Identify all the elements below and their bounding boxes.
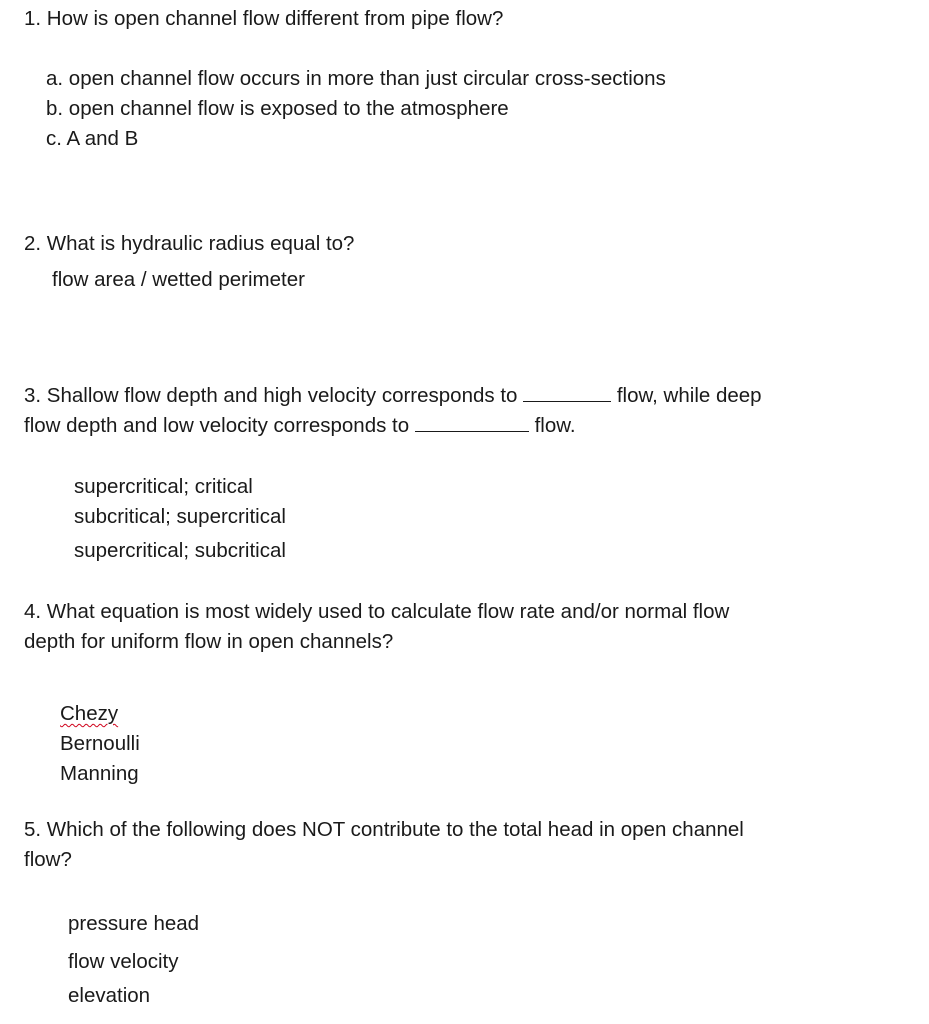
question-3-option-3[interactable]: supercritical; subcritical bbox=[74, 539, 286, 562]
question-3-option-1[interactable]: supercritical; critical bbox=[74, 475, 253, 498]
question-3-option-2[interactable]: subcritical; supercritical bbox=[74, 505, 286, 528]
question-1-prompt: 1. How is open channel flow different from pipe flow? bbox=[24, 7, 504, 30]
question-3-text-3: flow depth and low velocity corresponds to bbox=[24, 414, 410, 437]
question-4-prompt-line-2: depth for uniform flow in open channels? bbox=[24, 630, 394, 653]
question-5-option-1[interactable]: pressure head bbox=[68, 912, 200, 935]
question-5-prompt-line-1: 5. Which of the following does NOT contribute to the total head in open channel bbox=[24, 818, 744, 841]
question-4-option-1[interactable] bbox=[60, 704, 118, 725]
question-3-prompt-line-2 bbox=[24, 413, 576, 437]
question-4-option-2[interactable]: Bernoulli bbox=[60, 732, 140, 755]
question-5-prompt-line-2: flow? bbox=[24, 848, 72, 871]
question-5-option-3[interactable]: elevation bbox=[68, 984, 151, 1007]
question-2-option-1[interactable]: flow area / wetted perimeter bbox=[52, 268, 305, 291]
spellcheck-underline: Chezy bbox=[60, 702, 119, 725]
question-3-prompt-line-1 bbox=[24, 383, 762, 407]
question-4-option-3[interactable]: Manning bbox=[60, 762, 139, 785]
question-2-prompt: 2. What is hydraulic radius equal to? bbox=[24, 232, 355, 255]
question-5-option-2[interactable]: flow velocity bbox=[68, 950, 179, 973]
question-1-option-b[interactable]: b. open channel flow is exposed to the atmosphere bbox=[46, 97, 509, 120]
question-3-text-4: flow. bbox=[534, 414, 576, 437]
question-1-option-c[interactable]: c. A and B bbox=[46, 127, 139, 150]
question-4-prompt-line-1: 4. What equation is most widely used to calculate flow rate and/or normal flow bbox=[24, 600, 730, 623]
answer-blank-2 bbox=[415, 413, 529, 432]
answer-blank-1 bbox=[523, 383, 611, 402]
question-3-text-1: 3. Shallow flow depth and high velocity corresponds to bbox=[24, 384, 518, 407]
question-3-text-2: flow, while deep bbox=[616, 384, 762, 407]
question-1-option-a[interactable]: a. open channel flow occurs in more than just circular cross-sections bbox=[46, 67, 666, 90]
